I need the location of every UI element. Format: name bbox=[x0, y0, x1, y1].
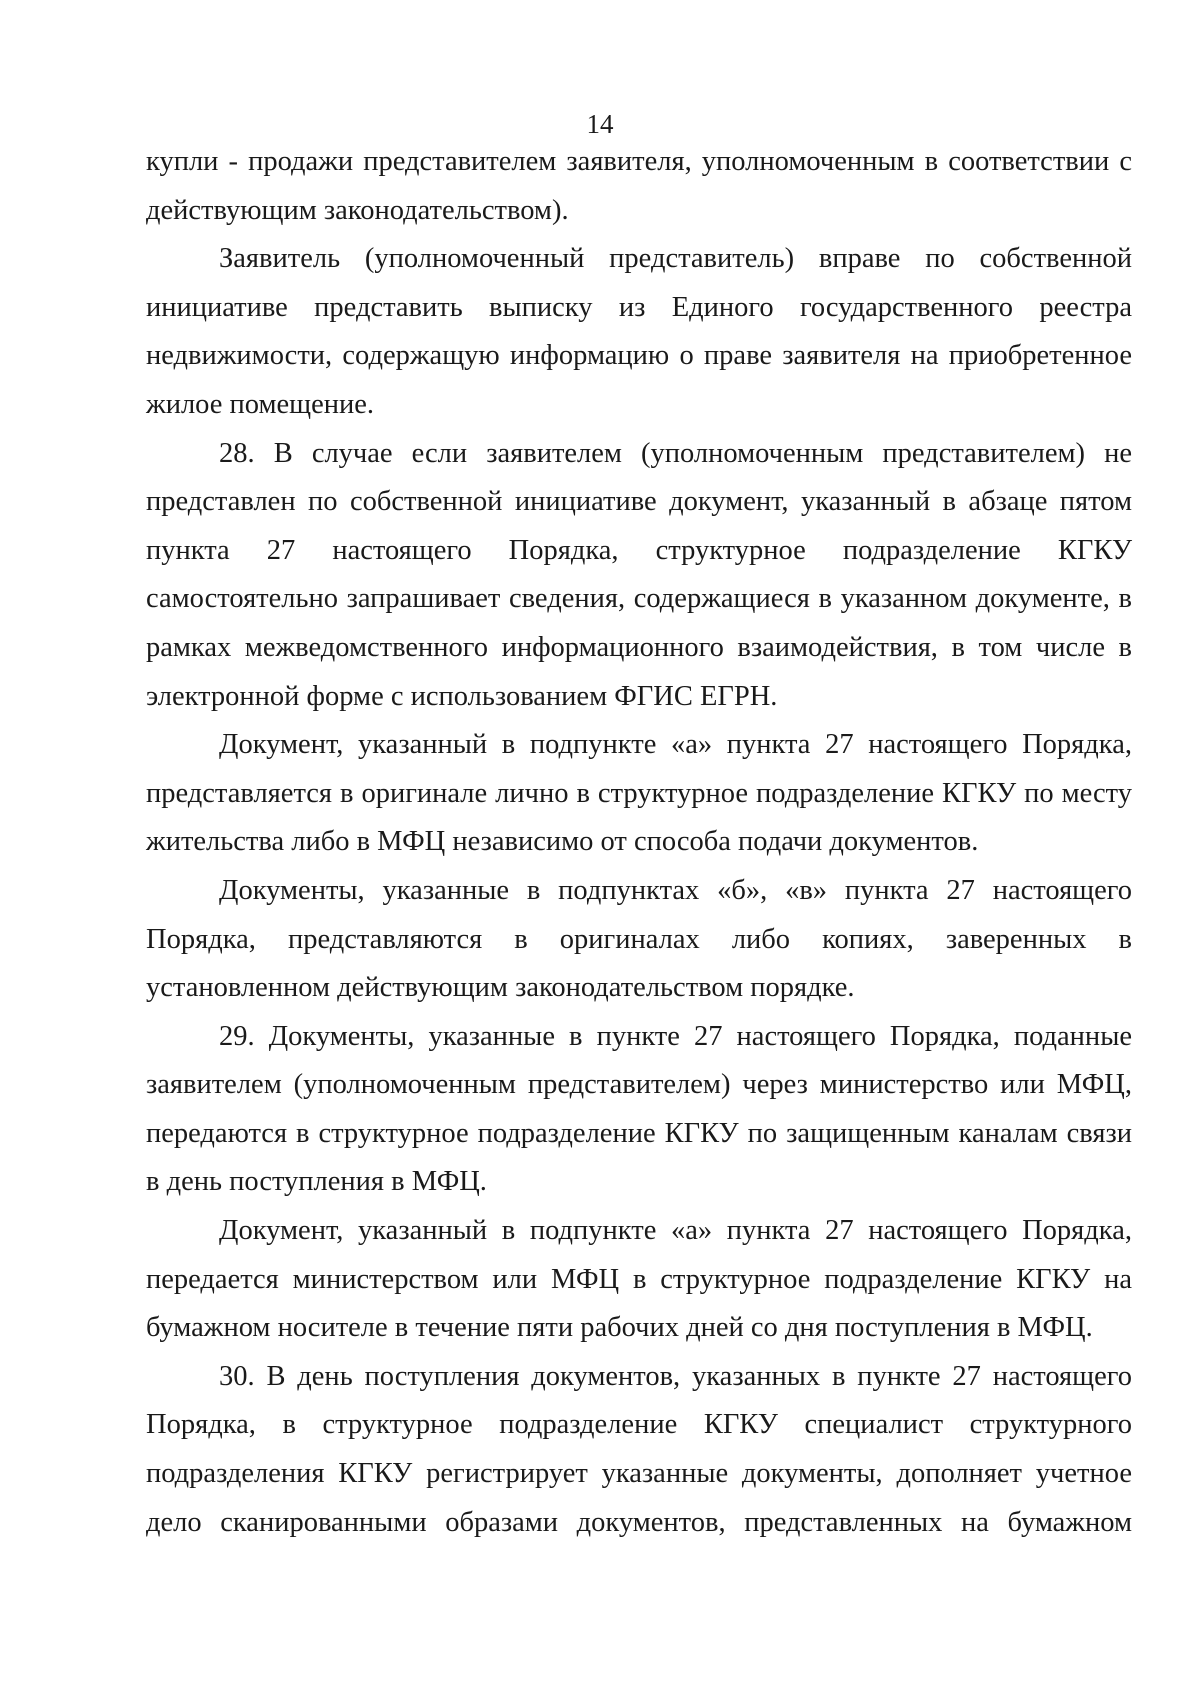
paragraph-item-30: 30. В день поступления документов, указанных в пункте 27 настоящего Порядка, в структурное подразделение КГКУ специалист структурного подразделения КГКУ регистрирует указанные документы, дополняет учетное дело сканированными образами документов, представленных на бумажном bbox=[146, 1360, 1132, 1538]
paragraph: Документ, указанный в подпункте «а» пункта 27 настоящего Порядка, представляется в оригинале лично в структурное подразделение КГКУ по месту жительства либо в МФЦ независимо от способа подачи документов. bbox=[146, 729, 1132, 858]
paragraph: Документы, указанные в подпунктах «б», «в» пункта 27 настоящего Порядка, представляются в оригиналах либо копиях, заверенных в установленном действующим законодательством порядке. bbox=[146, 874, 1132, 1004]
paragraph: Документ, указанный в подпункте «а» пункта 27 настоящего Порядка, передается министерством или МФЦ в структурное подразделение КГКУ на бумажном носителе в течение пяти рабочих дней со дня поступления в МФЦ. bbox=[146, 1215, 1132, 1344]
paragraph: Заявитель (уполномоченный представитель) вправе по собственной инициативе представить выписку из Единого государственного реестра недвижимости, содержащую информацию о праве заявителя на приобретенное жилое помещение. bbox=[146, 243, 1132, 420]
paragraph-continuation: купли - продажи представителем заявителя, уполномоченным в соответствии с действующим законодательством). bbox=[146, 146, 1132, 226]
document-body bbox=[146, 138, 1132, 1547]
paragraph-item-28: 28. В случае если заявителем (уполномоченным представителем) не представлен по собственной инициативе документ, указанный в абзаце пятом пункта 27 настоящего Порядка, структурное подразделение КГКУ самостоятельно запрашивает сведения, содержащиеся в указанном документе, в рамках межведомственного информационного взаимодействия, в том числе в электронной форме с использованием ФГИС ЕГРН. bbox=[146, 437, 1132, 712]
page-number: 14 bbox=[586, 109, 614, 139]
paragraph-item-29: 29. Документы, указанные в пункте 27 настоящего Порядка, поданные заявителем (уполномоченным представителем) через министерство или МФЦ, передаются в структурное подразделение КГКУ по защищенным каналам связи в день поступления в МФЦ. bbox=[146, 1020, 1132, 1198]
